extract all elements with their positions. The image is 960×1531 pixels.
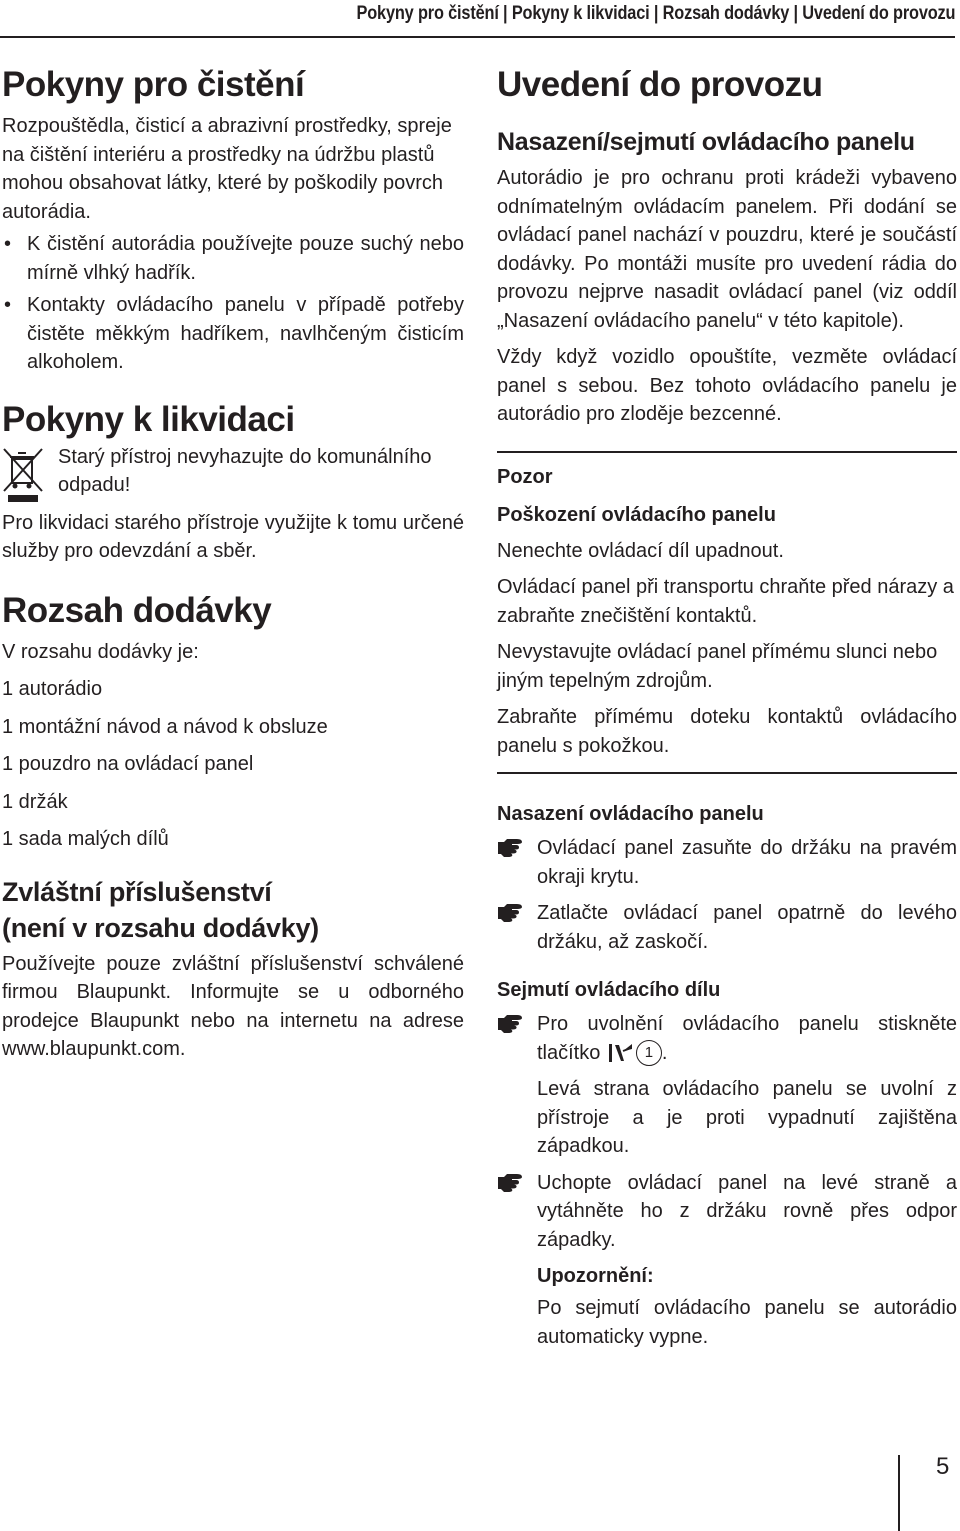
accessories-title-line1: Zvláštní příslušenství [2, 876, 272, 907]
disposal-warning: Starý přístroj nevyhazujte do komunálního odpadu! [58, 445, 432, 496]
page-number: 5 [936, 1453, 950, 1480]
attach-step [497, 834, 957, 891]
disposal-text: Pro likvidaci starého přístroje využijte k tomu určené služby pro odevzdání a sběr. [2, 511, 464, 562]
disposal-title: Pokyny k likvidaci [2, 399, 295, 439]
detach-step-note [497, 1075, 957, 1161]
supply-item: 1 montážní návod a návod k obsluze [2, 715, 328, 738]
detach-step [497, 1169, 957, 1255]
supply-title: Rozsah dodávky [2, 590, 272, 630]
detach-heading: Sejmutí ovládacího dílu [497, 979, 721, 1001]
cleaning-bullet [2, 291, 464, 377]
cleaning-bullet [2, 230, 464, 287]
detach-step-text: Uchopte ovládací panel na levé straně a vytáhněte ho z držáku rovně přes odpor západky. [537, 1171, 957, 1251]
caution-heading: Poškození ovládacího panelu [497, 503, 776, 526]
detach-step [497, 1010, 957, 1067]
ref-number-badge: 1 [636, 1040, 662, 1066]
caution-top-rule [497, 451, 957, 453]
accessories-title-line2: (není v rozsahu dodávky) [2, 912, 319, 943]
pointing-hand-icon [497, 901, 523, 923]
left-column [2, 60, 464, 1064]
disposal-warning-row [2, 445, 464, 503]
accessories-title [2, 874, 464, 946]
supply-item: 1 autorádio [2, 678, 103, 700]
header-rule [0, 36, 955, 38]
attach-step-text: Ovládací panel zasuňte do držáku na pravém okraji krytu. [537, 837, 957, 888]
startup-subtitle: Nasazení/sejmutí ovládacího panelu [497, 128, 915, 156]
release-button-icon [606, 1041, 636, 1065]
accessories-text: Používejte pouze zvláštní příslušenství schválené firmou Blaupunkt. Informujte se u odborného prodejce Blaupunkt nebo na internetu na adrese www.blaupunkt.com. [2, 952, 464, 1060]
pointing-hand-icon [497, 1171, 523, 1193]
caution-bottom-rule [497, 772, 957, 774]
detach-note-label: Upozornění: [537, 1265, 654, 1287]
attach-heading: Nasazení ovládacího panelu [497, 803, 764, 825]
cleaning-intro: Rozpouštědla, čisticí a abrazivní prostředky, spreje na čištění interiéru a prostředky na údržbu plastů mohou obsahovat látky, které by poškodily povrch autorádia. [2, 115, 452, 223]
attach-step-text: Zatlačte ovládací panel opatrně do levého držáku, až zaskočí. [537, 902, 957, 953]
attach-steps [497, 834, 957, 956]
bullet-icon: • [4, 294, 12, 316]
detach-step-text: Pro uvolnění ovládacího panelu stiskněte tlačítko [537, 1013, 957, 1064]
header-breadcrumb: Pokyny pro čistění | Pokyny k likvidaci | Rozsah dodávky | Uvedení do provozu [356, 3, 955, 24]
cleaning-title: Pokyny pro čistění [2, 65, 305, 104]
caution-line: Nenechte ovládací díl upadnout. [497, 539, 784, 562]
supply-item: 1 pouzdro na ovládací panel [2, 753, 254, 775]
pointing-hand-icon [497, 1012, 523, 1034]
cleaning-bullet-text: K čistění autorádia používejte pouze suchý nebo mírně vlhký hadřík. [27, 233, 464, 284]
supply-item: 1 držák [2, 790, 68, 813]
caution-line: Zabraňte přímému doteku kontaktů ovládacího panelu s pokožkou. [497, 706, 957, 757]
detach-note-text: Levá strana ovládacího panelu se uvolní z přístroje a je proti vypadnutí zajištěna západkou. [537, 1078, 957, 1157]
bullet-icon: • [4, 233, 12, 255]
supply-list [2, 638, 464, 854]
supply-intro: V rozsahu dodávky je: [2, 640, 199, 663]
pointing-hand-icon [497, 836, 523, 858]
caution-line: Nevystavujte ovládací panel přímému slunci nebo jiným tepelným zdrojům. [497, 641, 938, 692]
page-number-rule [898, 1455, 900, 1531]
cleaning-bullet-text: Kontakty ovládacího panelu v případě potřeby čistěte měkkým hadříkem, navlhčeným čisticím alkoholem. [27, 294, 464, 373]
startup-title: Uvedení do provozu [497, 65, 823, 104]
right-column [497, 60, 957, 1351]
crossed-out-bin-icon [2, 445, 46, 503]
detach-note [497, 1262, 957, 1351]
supply-item: 1 sada malých dílů [2, 828, 169, 850]
attach-step [497, 899, 957, 956]
detach-steps [497, 1010, 957, 1351]
cleaning-bullet-list [2, 230, 464, 377]
startup-para2: Vždy když vozidlo opouštíte, vezměte ovládací panel s sebou. Bez tohoto ovládacího panelu je autorádio pro zloděje bezcenné. [497, 346, 957, 425]
startup-para1: Autorádio je pro ochranu proti krádeži vybaveno odnímatelným ovládacím panelem. Při dodání se ovládací panel nachází v pouzdru, které je součástí dodávky. Po montáži musíte pro uvedení rádia do provozu nejprve nasadit ovládací panel (viz oddíl „Nasazení ovládacího panelu“ v této kapitole). [497, 167, 957, 332]
detach-step-end: . [661, 1041, 668, 1064]
caution-line: Ovládací panel při transportu chraňte před nárazy a zabraňte znečištění kontaktů. [497, 576, 954, 627]
caution-label: Pozor [497, 465, 553, 488]
detach-note-body: Po sejmutí ovládacího panelu se autorádio automaticky vypne. [537, 1297, 957, 1348]
